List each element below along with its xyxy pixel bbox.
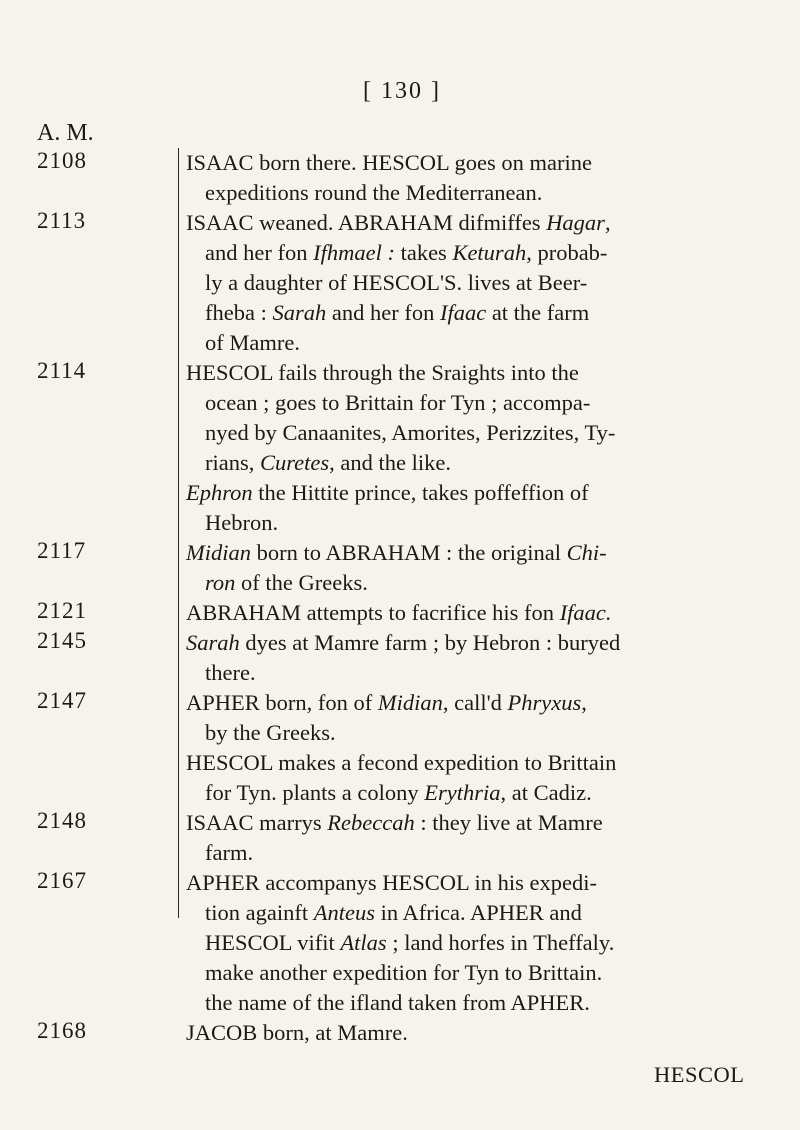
text-run: dyes at Mamre farm ; by Hebron : buryed (239, 630, 621, 655)
year-label: 2114 (37, 358, 87, 383)
text-run: rians, (205, 450, 260, 475)
chronicle-entry (186, 868, 766, 1018)
text-run: in Africa. APHER and (374, 900, 582, 925)
name-italic: Atlas (340, 930, 387, 955)
text-run: ABRAHAM attempts to facrifice his fon (186, 600, 560, 625)
entry-line: Hebron. (205, 510, 279, 535)
entry-line (186, 928, 766, 958)
entry-line (186, 898, 766, 928)
text-run: , probab- (526, 240, 608, 265)
text-run: of the Greeks. (235, 570, 368, 595)
text-run: , (581, 690, 587, 715)
year-label: 2108 (37, 148, 87, 173)
entry-line: the name of the ifland taken from APHER. (205, 990, 590, 1015)
name-italic: Rebeccah (327, 810, 415, 835)
name-italic: Phryxus (507, 690, 582, 715)
era-label: A. M. (37, 120, 94, 146)
text-run: takes (394, 240, 453, 265)
entry-line: of Mamre. (205, 330, 300, 355)
name-italic: Ifhmael : (313, 240, 395, 265)
entry-line: ly a daughter of HESCOL'S. lives at Beer- (205, 270, 588, 295)
name-italic: Chi- (566, 540, 607, 565)
year-label: 2147 (37, 688, 87, 713)
text-run: and her fon (326, 300, 440, 325)
entry-line (186, 778, 766, 808)
entry-line: HESCOL fails through the Sraights into the (186, 360, 579, 385)
text-run: ISAAC marrys (186, 810, 328, 835)
chronicle-entry (186, 688, 766, 808)
chronicle-entry (186, 628, 766, 688)
name-italic: Ephron (186, 480, 253, 505)
entry-line (186, 238, 766, 268)
chronicle-entry (186, 538, 766, 598)
year-label: 2167 (37, 868, 87, 893)
entry-line (186, 448, 766, 478)
entry-line (186, 568, 766, 598)
chronicle-entry (186, 208, 766, 358)
year-label: 2113 (37, 208, 87, 233)
text-run: , and the like. (329, 450, 452, 475)
entry-line: JACOB born, at Mamre. (186, 1020, 408, 1045)
name-italic: Curetes (260, 450, 330, 475)
text-run: HESCOL vifit (205, 930, 341, 955)
name-italic: Erythria (424, 780, 501, 805)
name-italic: Sarah (186, 630, 240, 655)
chronicle-entry (186, 598, 766, 628)
entry-line: nyed by Canaanites, Amorites, Perizzites, Ty- (205, 420, 616, 445)
name-italic: Ifaac (439, 300, 487, 325)
page-number: [ 130 ] (363, 78, 441, 104)
name-italic: Midian (186, 540, 251, 565)
text-run: fheba : (205, 300, 273, 325)
entry-line: by the Greeks. (205, 720, 336, 745)
chronicle-entry (186, 1018, 766, 1048)
text-run: ; land horfes in Theffaly. (386, 930, 615, 955)
entry-line: expeditions round the Mediterranean. (205, 180, 543, 205)
name-italic: Sarah (272, 300, 327, 325)
year-label: 2117 (37, 538, 87, 563)
name-italic: Anteus (313, 900, 375, 925)
entry-line: ocean ; goes to Brittain for Tyn ; accompa- (205, 390, 591, 415)
entry-line: HESCOL makes a fecond expedition to Brittain (186, 750, 617, 775)
year-label: 2168 (37, 1018, 87, 1043)
chronicle-entry (186, 148, 766, 208)
text-run: born to ABRAHAM : the original (251, 540, 567, 565)
entry-line: make another expedition for Tyn to Brittain. (205, 960, 603, 985)
entry-line (186, 628, 766, 658)
name-italic: Keturah (452, 240, 527, 265)
entry-line (186, 478, 766, 508)
entry-line (186, 538, 766, 568)
text-run: , call'd (442, 690, 508, 715)
name-italic: Midian (377, 690, 443, 715)
text-run: ISAAC weaned. ABRAHAM difmiffes (186, 210, 547, 235)
entry-line: ISAAC born there. HESCOL goes on marine (186, 150, 592, 175)
entry-line (186, 598, 766, 628)
name-italic: Ifaac. (559, 600, 612, 625)
entry-line (186, 688, 766, 718)
chronicle-entry (186, 358, 766, 538)
name-italic: ron (205, 570, 236, 595)
chronicle-entry (186, 808, 766, 868)
text-run: , at Cadiz. (500, 780, 592, 805)
entry-line (186, 208, 766, 238)
text-run: and her fon (205, 240, 314, 265)
entry-line (186, 298, 766, 328)
column-rule (178, 148, 179, 918)
entry-line: APHER accompanys HESCOL in his expedi- (186, 870, 597, 895)
text-run: , (604, 210, 611, 235)
year-label: 2145 (37, 628, 87, 653)
text-run: for Tyn. plants a colony (205, 780, 425, 805)
text-run: at the farm (486, 300, 590, 325)
entry-line (186, 808, 766, 838)
entry-line: there. (205, 660, 256, 685)
name-italic: Hagar (546, 210, 605, 235)
year-label: 2148 (37, 808, 87, 833)
text-run: : they live at Mamre (414, 810, 603, 835)
entry-line: farm. (205, 840, 254, 865)
text-run: the Hittite prince, takes poffeffion of (252, 480, 589, 505)
text-run: APHER born, fon of (186, 690, 378, 715)
text-run: tion againft (205, 900, 314, 925)
year-label: 2121 (37, 598, 87, 623)
catchword: HESCOL (654, 1062, 745, 1087)
